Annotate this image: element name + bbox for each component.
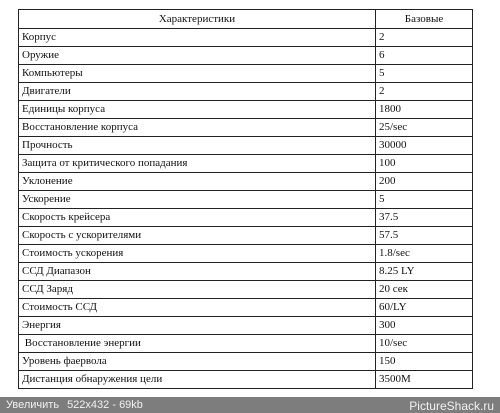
base-value: 8.25 LY xyxy=(376,263,473,281)
table-row xyxy=(19,137,473,155)
base-value: 2 xyxy=(376,29,473,47)
base-value: 300 xyxy=(376,317,473,335)
column-header-characteristics: Характеристики xyxy=(19,10,376,29)
characteristic-name: ССД Диапазон xyxy=(19,263,376,281)
base-value: 1.8/sec xyxy=(376,245,473,263)
base-value: 30000 xyxy=(376,137,473,155)
table-row xyxy=(19,29,473,47)
table-row xyxy=(19,209,473,227)
characteristic-name: ССД Заряд xyxy=(19,281,376,299)
base-value: 25/sec xyxy=(376,119,473,137)
table-row xyxy=(19,119,473,137)
specs-table xyxy=(18,9,473,389)
base-value: 5 xyxy=(376,65,473,83)
enlarge-label: Увеличить xyxy=(6,399,60,411)
characteristic-name: Скорость с ускорителями xyxy=(19,227,376,245)
characteristic-name: Дистанция обнаружения цели xyxy=(19,371,376,389)
characteristic-name: Единицы корпуса xyxy=(19,101,376,119)
base-value: 20 сек xyxy=(376,281,473,299)
table-row xyxy=(19,245,473,263)
base-value: 6 xyxy=(376,47,473,65)
characteristic-name: Двигатели xyxy=(19,83,376,101)
table-row xyxy=(19,191,473,209)
header-row xyxy=(19,10,473,29)
enlarge-link[interactable]: Увеличить 522x432 - 69kb xyxy=(6,399,143,411)
base-value: 5 xyxy=(376,191,473,209)
table-row xyxy=(19,263,473,281)
table-row xyxy=(19,317,473,335)
image-host-footer-bar xyxy=(0,397,500,413)
column-header-base: Базовые xyxy=(376,10,473,29)
table-row xyxy=(19,371,473,389)
characteristic-name: Прочность xyxy=(19,137,376,155)
base-value: 2 xyxy=(376,83,473,101)
characteristic-name: Уклонение xyxy=(19,173,376,191)
base-value: 100 xyxy=(376,155,473,173)
table-row xyxy=(19,101,473,119)
characteristic-name: Скорость крейсера xyxy=(19,209,376,227)
base-value: 60/LY xyxy=(376,299,473,317)
base-value: 1800 xyxy=(376,101,473,119)
table-row xyxy=(19,299,473,317)
characteristic-name: Стоимость ускорения xyxy=(19,245,376,263)
characteristic-name: Компьютеры xyxy=(19,65,376,83)
characteristic-name: Восстановление энергии xyxy=(19,335,376,353)
characteristic-name: Защита от критического попадания xyxy=(19,155,376,173)
table-row xyxy=(19,353,473,371)
table-row xyxy=(19,227,473,245)
characteristic-name: Энергия xyxy=(19,317,376,335)
base-value: 200 xyxy=(376,173,473,191)
table-row xyxy=(19,65,473,83)
characteristic-name: Корпус xyxy=(19,29,376,47)
characteristic-name: Стоимость ССД xyxy=(19,299,376,317)
watermark: PictureShack.ru xyxy=(409,399,494,413)
base-value: 150 xyxy=(376,353,473,371)
table-row xyxy=(19,83,473,101)
table-row xyxy=(19,173,473,191)
table-row xyxy=(19,281,473,299)
table-row xyxy=(19,47,473,65)
characteristic-name: Восстановление корпуса xyxy=(19,119,376,137)
characteristic-name: Уровень фаервола xyxy=(19,353,376,371)
characteristic-name: Оружие xyxy=(19,47,376,65)
base-value: 37.5 xyxy=(376,209,473,227)
base-value: 10/sec xyxy=(376,335,473,353)
characteristic-name: Ускорение xyxy=(19,191,376,209)
table-row xyxy=(19,335,473,353)
table-row xyxy=(19,155,473,173)
file-size: 69kb xyxy=(119,399,143,411)
base-value: 3500M xyxy=(376,371,473,389)
table-body xyxy=(19,29,473,389)
image-size: 522x432 xyxy=(67,399,110,411)
base-value: 57.5 xyxy=(376,227,473,245)
